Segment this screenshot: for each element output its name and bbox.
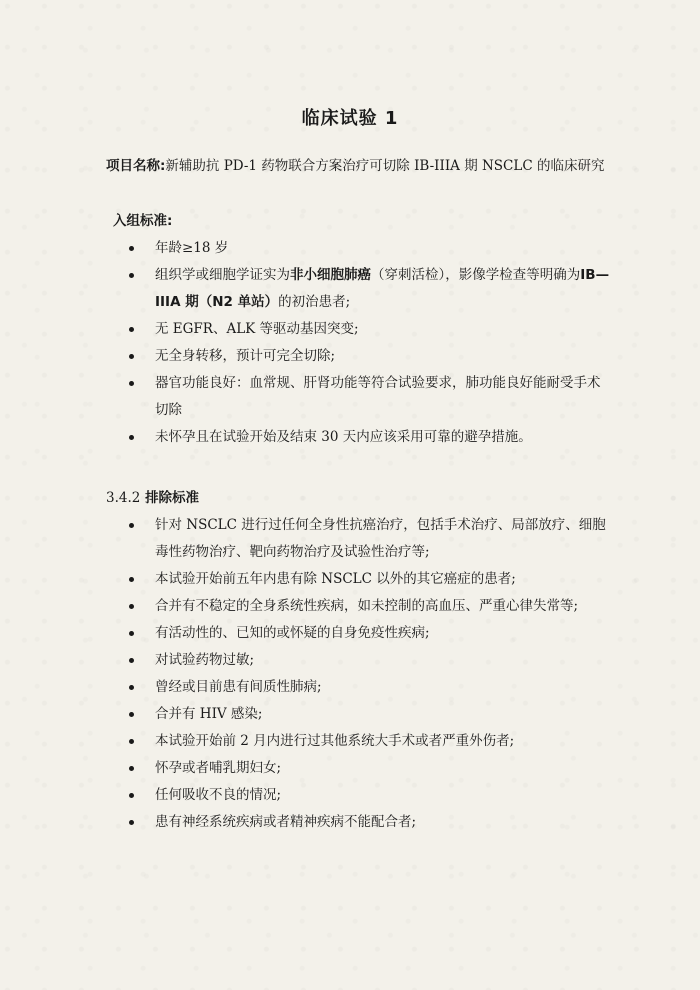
list-item: [0, 620, 700, 647]
list-item-text: 合并有 HIV 感染;: [155, 706, 263, 722]
list-item-text: 组织学或细胞学证实为: [155, 267, 290, 283]
bullet-icon: [129, 820, 134, 825]
list-item: [0, 424, 700, 451]
list-item: [0, 343, 700, 370]
inclusion-heading: 入组标准:: [113, 213, 173, 229]
bullet-icon: [129, 793, 134, 798]
list-item: [0, 674, 700, 701]
list-item: [0, 728, 700, 755]
list-item: [0, 512, 700, 566]
list-item-text: 合并有不稳定的全身系统性疾病，如未控制的高血压、严重心律失常等;: [155, 598, 579, 614]
list-item-text: 有活动性的、已知的或怀疑的自身免疫性疾病;: [155, 625, 430, 641]
emphasis-text: IB—IIIA 期（N2 单站）: [155, 267, 610, 310]
bullet-icon: [129, 604, 134, 609]
bullet-icon: [129, 766, 134, 771]
list-item: [0, 593, 700, 620]
list-item: [0, 809, 700, 836]
list-item-text: 怀孕或者哺乳期妇女;: [155, 760, 282, 776]
list-item: [0, 235, 700, 262]
section-title: 排除标准: [145, 490, 200, 506]
list-item-text: 无 EGFR、ALK 等驱动基因突变;: [155, 321, 359, 337]
list-item: [0, 566, 700, 593]
bullet-icon: [129, 685, 134, 690]
project-name-label: 项目名称:: [106, 158, 166, 174]
list-item-text: （穿刺活检），影像学检查等明确为: [371, 267, 581, 283]
list-item: [0, 370, 700, 424]
bullet-icon: [129, 354, 134, 359]
bullet-icon: [129, 739, 134, 744]
list-item-text: 年龄≥18 岁: [155, 240, 229, 256]
list-item: [0, 316, 700, 343]
bullet-icon: [129, 381, 134, 386]
bullet-icon: [129, 631, 134, 636]
bullet-icon: [129, 658, 134, 663]
list-item: [0, 647, 700, 674]
list-item: [0, 755, 700, 782]
list-item: [0, 262, 700, 316]
list-item: [0, 782, 700, 809]
bullet-icon: [129, 523, 134, 528]
bullet-icon: [129, 246, 134, 251]
list-item-text: 无全身转移，预计可完全切除;: [155, 348, 336, 364]
list-item-text: 任何吸收不良的情况;: [155, 787, 282, 803]
list-item-text: 曾经或目前患有间质性肺病;: [155, 679, 322, 695]
bullet-icon: [129, 435, 134, 440]
bullet-icon: [129, 273, 134, 278]
list-item-text: 对试验药物过敏;: [155, 652, 255, 668]
list-item-text: 患有神经系统疾病或者精神疾病不能配合者;: [155, 814, 417, 830]
list-item: [0, 701, 700, 728]
bullet-icon: [129, 712, 134, 717]
list-item-text: 的初治患者;: [278, 294, 351, 310]
project-name-value: 新辅助抗 PD-1 药物联合方案治疗可切除 IB-IIIA 期 NSCLC 的临床研究: [165, 158, 605, 174]
exclusion-list: [0, 512, 700, 836]
page-title: 临床试验 1: [301, 108, 399, 129]
bullet-icon: [129, 577, 134, 582]
inclusion-list: [0, 235, 700, 451]
exclusion-heading: [106, 486, 199, 506]
project-name-line: [106, 154, 666, 174]
section-number: 3.4.2: [106, 490, 141, 506]
emphasis-text: 非小细胞肺癌: [290, 267, 371, 283]
list-item-text: 本试验开始前五年内患有除 NSCLC 以外的其它癌症的患者;: [155, 571, 516, 587]
list-item-text: 针对 NSCLC 进行过任何全身性抗癌治疗，包括手术治疗、局部放疗、细胞毒性药物治疗、靶向药物治疗及试验性治疗等;: [155, 517, 606, 560]
list-item-text: 未怀孕且在试验开始及结束 30 天内应该采用可靠的避孕措施。: [155, 429, 532, 445]
list-item-text: 器官功能良好：血常规、肝肾功能等符合试验要求，肺功能良好能耐受手术切除: [155, 375, 601, 418]
list-item-text: 本试验开始前 2 月内进行过其他系统大手术或者严重外伤者;: [155, 733, 515, 749]
bullet-icon: [129, 327, 134, 332]
